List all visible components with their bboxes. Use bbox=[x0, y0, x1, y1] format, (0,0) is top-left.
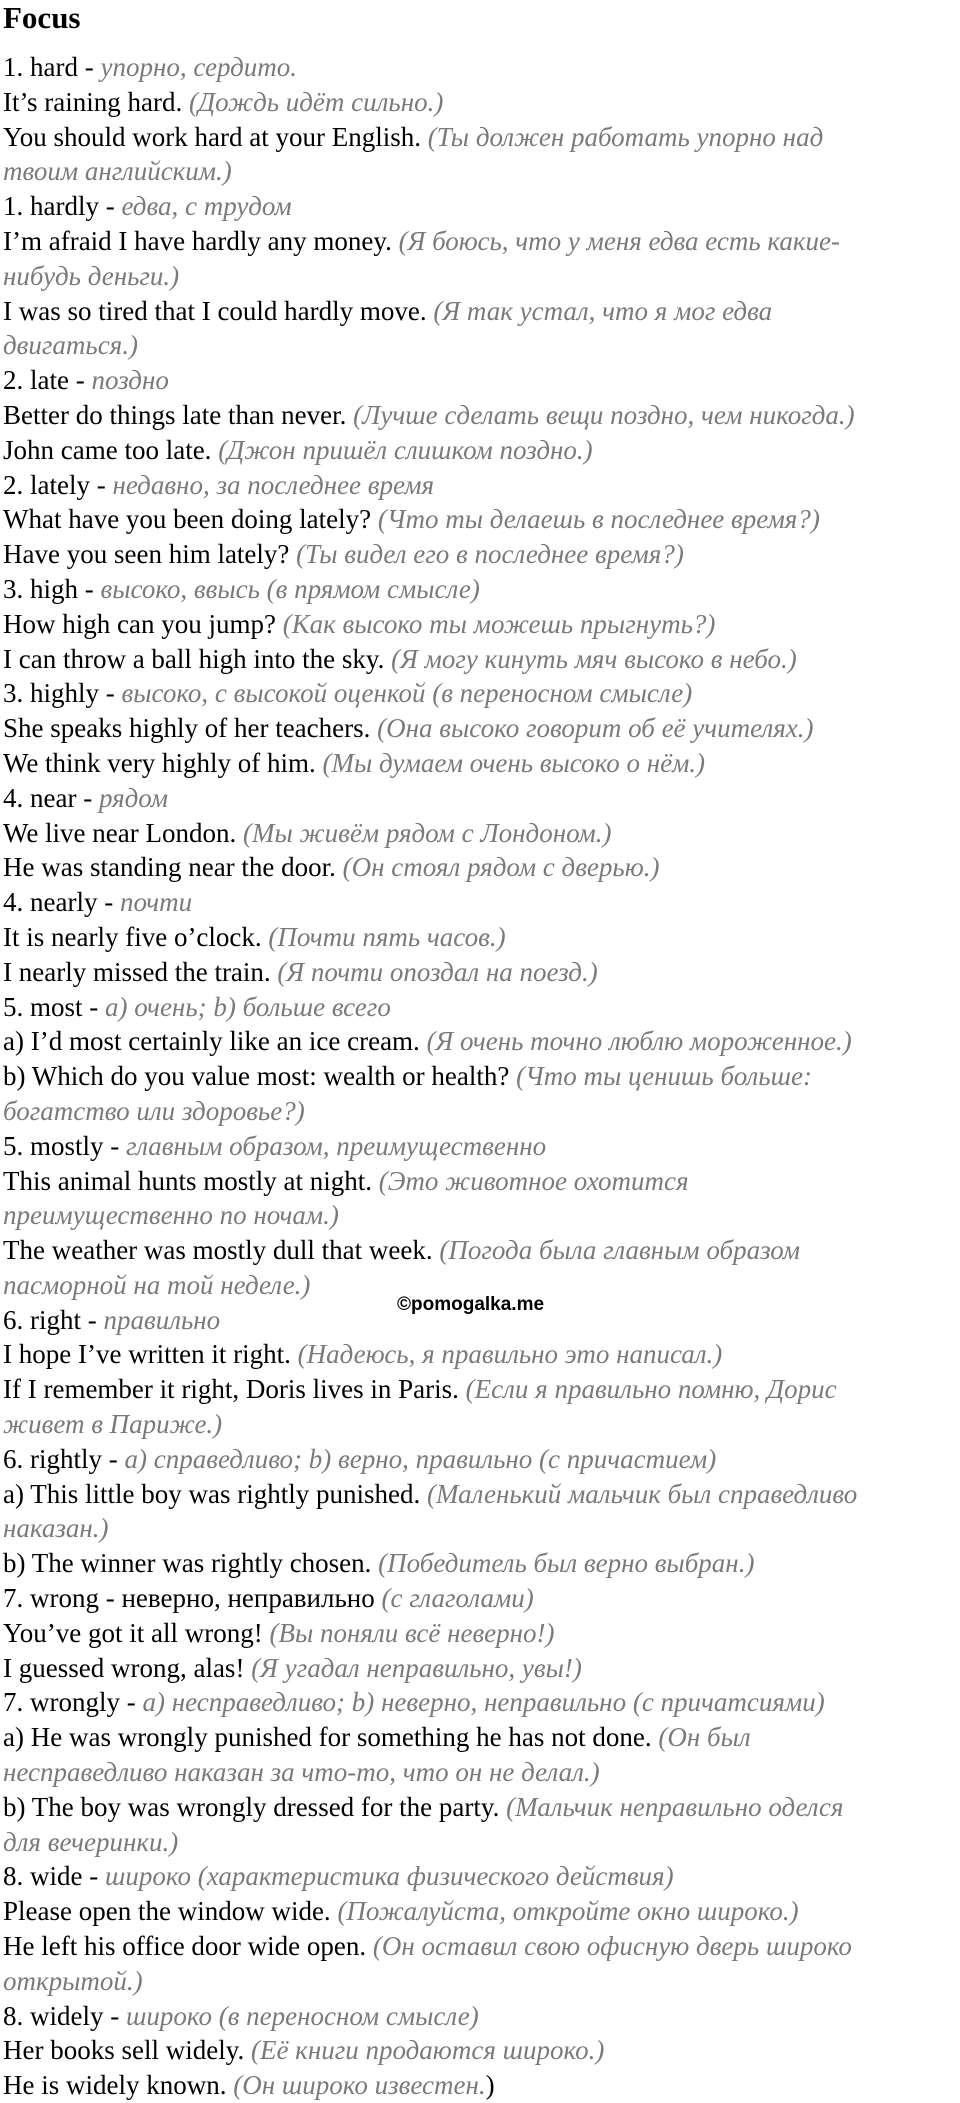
text-line bbox=[3, 1094, 958, 1129]
text-line bbox=[3, 189, 958, 224]
text-line bbox=[3, 676, 958, 711]
text-line bbox=[3, 1129, 958, 1164]
english-text: This animal hunts mostly at night. bbox=[3, 1165, 379, 1196]
russian-translation: преимущественно по ночам.) bbox=[3, 1200, 339, 1231]
english-text: John came too late. bbox=[3, 434, 219, 465]
russian-translation: (Я могу кинуть мяч высоко в небо.) bbox=[391, 643, 797, 674]
text-line bbox=[3, 294, 958, 329]
russian-translation: недавно, за последнее время bbox=[112, 469, 435, 500]
english-text: b) The boy was wrongly dressed for the party. bbox=[3, 1791, 507, 1822]
russian-translation: (Её книги продаются широко.) bbox=[250, 2035, 605, 2066]
russian-translation: (Мальчик неправильно оделся bbox=[506, 1791, 844, 1822]
text-line bbox=[3, 2068, 958, 2103]
text-line bbox=[3, 1511, 958, 1546]
english-text: 2. lately - bbox=[3, 469, 113, 500]
text-line bbox=[3, 607, 958, 642]
english-text: He left his office door wide open. bbox=[3, 1931, 373, 1962]
russian-translation: двигаться.) bbox=[3, 330, 138, 361]
english-text: How high can you jump? bbox=[3, 608, 283, 639]
russian-translation: наказан.) bbox=[3, 1513, 109, 1544]
russian-translation: (Почти пять часов.) bbox=[268, 921, 506, 952]
russian-translation: (Я так устал, что я мог едва bbox=[433, 295, 773, 326]
english-text: 6. rightly - bbox=[3, 1443, 125, 1474]
english-text: It is nearly five o’clock. bbox=[3, 921, 269, 952]
russian-translation: (Если я правильно помню, Дорис bbox=[465, 1374, 837, 1405]
english-text: 7. wrongly - bbox=[3, 1687, 143, 1718]
text-line bbox=[3, 1964, 958, 1999]
russian-translation: (Он был bbox=[658, 1722, 751, 1753]
text-line bbox=[3, 850, 958, 885]
russian-translation: упорно, сердито. bbox=[100, 52, 298, 82]
russian-translation: (Я боюсь, что у меня едва есть какие- bbox=[398, 225, 840, 256]
text-line bbox=[3, 1198, 958, 1233]
english-text: I’m afraid I have hardly any money. bbox=[3, 225, 399, 256]
text-line bbox=[3, 1477, 958, 1512]
text-line bbox=[3, 1720, 958, 1755]
english-text: Her books sell widely. bbox=[3, 2035, 251, 2066]
russian-translation: (Ты должен работать упорно над bbox=[427, 121, 824, 152]
english-text: You should work hard at your English. bbox=[3, 121, 428, 152]
text-line bbox=[3, 746, 958, 781]
russian-translation: (Вы поняли всё неверно!) bbox=[269, 1617, 555, 1648]
english-text: 4. nearly - bbox=[3, 887, 120, 918]
russian-translation: (Погода была главным образом bbox=[439, 1235, 800, 1266]
text-line bbox=[3, 1685, 958, 1720]
english-text: 4. near - bbox=[3, 782, 99, 813]
english-text: a) This little boy was rightly punished. bbox=[3, 1478, 427, 1509]
russian-translation: (Это животное охотится bbox=[378, 1165, 689, 1196]
text-line bbox=[3, 502, 958, 537]
russian-translation: (Победитель был верно выбран.) bbox=[378, 1548, 755, 1579]
english-text: 8. wide - bbox=[3, 1861, 105, 1892]
watermark: ©pomogalka.me bbox=[397, 1294, 545, 1315]
russian-translation: едва, с трудом bbox=[121, 191, 292, 222]
russian-translation: (Маленький мальчик был справедливо bbox=[426, 1478, 858, 1509]
english-text: She speaks highly of her teachers. bbox=[3, 713, 378, 744]
russian-translation: (Я почти опоздал на поезд.) bbox=[277, 956, 598, 987]
russian-translation: богатство или здоровье?) bbox=[3, 1095, 305, 1126]
english-text: You’ve got it all wrong! bbox=[3, 1617, 270, 1648]
russian-translation: широко (характеристика физического действия) bbox=[104, 1861, 674, 1892]
russian-translation: (Он оставил свою офисную дверь широко bbox=[372, 1931, 852, 1962]
russian-translation: открытой.) bbox=[3, 1965, 143, 1996]
english-text: 5. mostly - bbox=[3, 1130, 127, 1161]
english-text: What have you been doing lately? bbox=[3, 504, 378, 535]
russian-translation: (Она высоко говорит об её учителях.) bbox=[377, 713, 814, 744]
text-line bbox=[3, 1894, 958, 1929]
english-text: The weather was mostly dull that week. bbox=[3, 1235, 440, 1266]
russian-translation: главным образом, преимущественно bbox=[126, 1130, 547, 1161]
russian-translation: твоим английским.) bbox=[3, 156, 232, 187]
text-line bbox=[3, 1859, 958, 1894]
russian-translation: (с глаголами) bbox=[381, 1583, 534, 1614]
russian-translation: (Он стоял рядом с дверью.) bbox=[342, 852, 660, 883]
russian-translation: (Он широко известен. bbox=[233, 2070, 486, 2101]
english-text: Have you seen him lately? bbox=[3, 539, 297, 570]
document-page bbox=[3, 0, 958, 2103]
text-line bbox=[3, 1233, 958, 1268]
english-text: I guessed wrong, alas! bbox=[3, 1652, 252, 1683]
russian-translation: нибудь деньги.) bbox=[3, 260, 180, 291]
text-line bbox=[3, 1929, 958, 1964]
russian-translation: для вечеринки.) bbox=[3, 1826, 179, 1857]
text-line bbox=[3, 2033, 958, 2068]
text-line bbox=[3, 1059, 958, 1094]
russian-translation: (Джон пришёл слишком поздно.) bbox=[218, 434, 593, 465]
russian-translation: (Как высоко ты можешь прыгнуть?) bbox=[282, 608, 716, 639]
vocabulary-list bbox=[3, 50, 958, 2103]
english-text: He is widely known. bbox=[3, 2070, 234, 2101]
english-text: 1. hard - bbox=[3, 52, 101, 82]
russian-translation: (Мы живём рядом с Лондоном.) bbox=[243, 817, 612, 848]
closing-parenthesis: ) bbox=[485, 2070, 495, 2101]
text-line bbox=[3, 85, 958, 120]
russian-translation: поздно bbox=[91, 365, 169, 396]
english-text: I was so tired that I could hardly move. bbox=[3, 295, 434, 326]
text-line bbox=[3, 398, 958, 433]
text-line bbox=[3, 1999, 958, 2034]
russian-translation: правильно bbox=[103, 1304, 221, 1335]
text-line bbox=[3, 363, 958, 398]
russian-translation: (Надеюсь, я правильно это написал.) bbox=[297, 1339, 723, 1370]
text-line bbox=[3, 1651, 958, 1686]
russian-translation: (Я угадал неправильно, увы!) bbox=[251, 1652, 582, 1683]
english-text: 5. most - bbox=[3, 991, 106, 1022]
russian-translation: живет в Париже.) bbox=[3, 1409, 223, 1440]
russian-translation: (Что ты ценишь больше: bbox=[516, 1061, 812, 1092]
russian-translation: (Ты видел его в последнее время?) bbox=[296, 539, 684, 570]
english-text: a) He was wrongly punished for something he has not done. bbox=[3, 1722, 659, 1753]
text-line bbox=[3, 1164, 958, 1199]
russian-translation: рядом bbox=[98, 782, 169, 813]
english-text: a) I’d most certainly like an ice cream. bbox=[3, 1026, 427, 1057]
text-line bbox=[3, 224, 958, 259]
text-line bbox=[3, 990, 958, 1025]
text-line bbox=[3, 1616, 958, 1651]
english-text: 7. wrong - неверно, неправильно bbox=[3, 1583, 382, 1614]
text-line bbox=[3, 1024, 958, 1059]
text-line bbox=[3, 1407, 958, 1442]
text-line bbox=[3, 433, 958, 468]
russian-translation: (Пожалуйста, откройте окно широко.) bbox=[337, 1896, 799, 1927]
english-text: Please open the window wide. bbox=[3, 1896, 338, 1927]
russian-translation: (Я очень точно люблю мороженное.) bbox=[426, 1026, 852, 1057]
text-line bbox=[3, 1337, 958, 1372]
text-line bbox=[3, 711, 958, 746]
english-text: I hope I’ve written it right. bbox=[3, 1339, 298, 1370]
text-line bbox=[3, 885, 958, 920]
text-line bbox=[3, 468, 958, 503]
english-text: I can throw a ball high into the sky. bbox=[3, 643, 392, 674]
english-text: 6. right - bbox=[3, 1304, 104, 1335]
english-text: We think very highly of him. bbox=[3, 747, 323, 778]
russian-translation: (Что ты делаешь в последнее время?) bbox=[377, 504, 820, 535]
english-text: Better do things late than never. bbox=[3, 399, 354, 430]
english-text: 1. hardly - bbox=[3, 191, 122, 222]
text-line bbox=[3, 955, 958, 990]
english-text: It’s raining hard. bbox=[3, 86, 189, 117]
english-text: 3. high - bbox=[3, 573, 101, 604]
russian-translation: (Мы думаем очень высоко о нём.) bbox=[322, 747, 706, 778]
russian-translation: a) несправедливо; b) неверно, неправильно (с причатсиями) bbox=[142, 1687, 825, 1718]
russian-translation: a) справедливо; b) верно, правильно (с причастием) bbox=[124, 1443, 717, 1474]
russian-translation: высоко, ввысь (в прямом смысле) bbox=[100, 573, 480, 604]
text-line bbox=[3, 259, 958, 294]
english-text: He was standing near the door. bbox=[3, 852, 343, 883]
russian-translation: (Лучше сделать вещи поздно, чем никогда.) bbox=[353, 399, 855, 430]
text-line bbox=[3, 1825, 958, 1860]
russian-translation: a) очень; b) больше всего bbox=[105, 991, 391, 1022]
english-text: b) Which do you value most: wealth or health? bbox=[3, 1061, 517, 1092]
text-line bbox=[3, 120, 958, 155]
page-title: Focus bbox=[3, 0, 81, 35]
text-line bbox=[3, 572, 958, 607]
text-line bbox=[3, 920, 958, 955]
text-line bbox=[3, 50, 958, 85]
english-text: We live near London. bbox=[3, 817, 243, 848]
text-line bbox=[3, 154, 958, 189]
russian-translation: широко (в переносном смысле) bbox=[125, 2000, 479, 2031]
russian-translation: несправедливо наказан за что-то, что он не делал.) bbox=[3, 1757, 600, 1788]
english-text: 8. widely - bbox=[3, 2000, 126, 2031]
english-text: I nearly missed the train. bbox=[3, 956, 278, 987]
text-line bbox=[3, 816, 958, 851]
english-text: b) The winner was rightly chosen. bbox=[3, 1548, 379, 1579]
text-line bbox=[3, 1546, 958, 1581]
text-line bbox=[3, 1581, 958, 1616]
english-text: 3. highly - bbox=[3, 678, 122, 709]
english-text: If I remember it right, Doris lives in Paris. bbox=[3, 1374, 466, 1405]
text-line bbox=[3, 1790, 958, 1825]
text-line bbox=[3, 642, 958, 677]
text-line bbox=[3, 537, 958, 572]
russian-translation: пасморной на той неделе.) bbox=[3, 1269, 311, 1300]
russian-translation: (Дождь идёт сильно.) bbox=[188, 86, 444, 117]
russian-translation: высоко, с высокой оценкой (в переносном смысле) bbox=[121, 678, 693, 709]
text-line bbox=[3, 1442, 958, 1477]
text-line bbox=[3, 1372, 958, 1407]
russian-translation: почти bbox=[119, 887, 193, 918]
english-text: 2. late - bbox=[3, 365, 92, 396]
text-line bbox=[3, 328, 958, 363]
text-line bbox=[3, 781, 958, 816]
text-line bbox=[3, 1755, 958, 1790]
